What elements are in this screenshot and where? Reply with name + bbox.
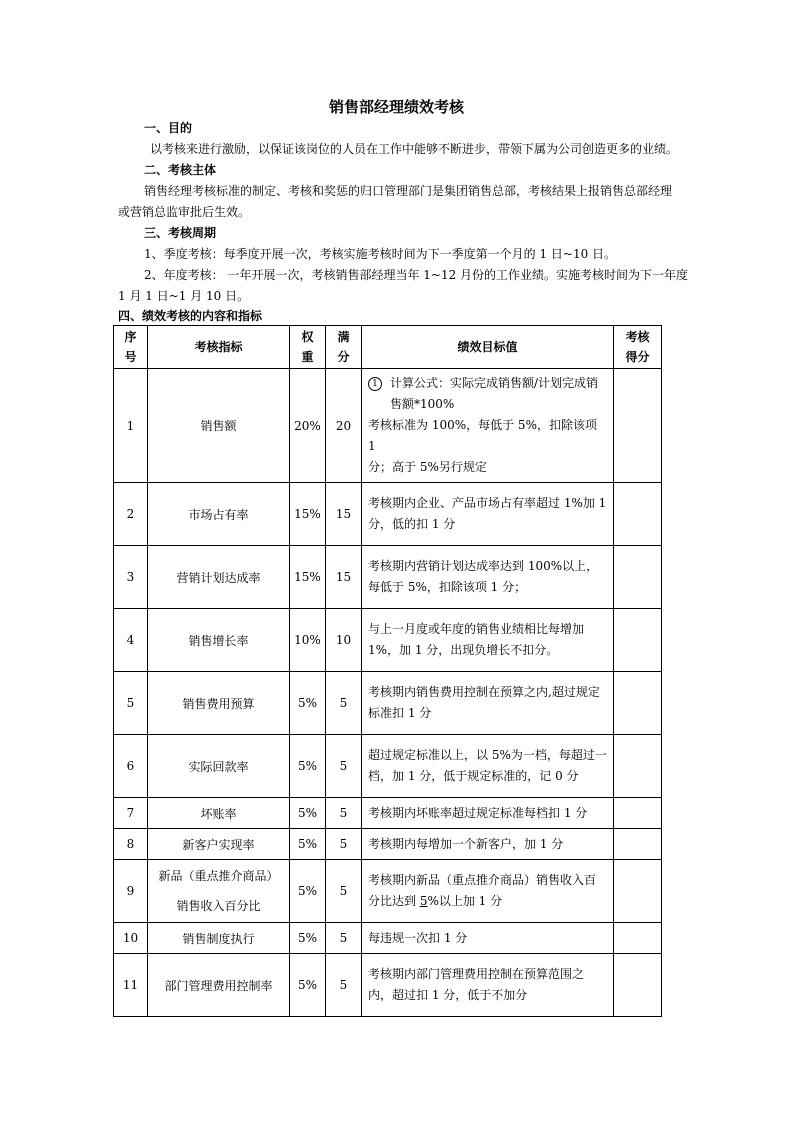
- row-full: 5: [326, 735, 362, 798]
- row-score: [614, 546, 662, 609]
- table-header-row: [114, 326, 662, 369]
- row-weight: 5%: [290, 798, 326, 829]
- cycle-quarterly: 1、季度考核：每季度开展一次，考核实施考核时间为下一季度第一个月的 1 日~10 日。: [144, 247, 617, 261]
- row-no: 7: [114, 798, 148, 829]
- row-score: [614, 923, 662, 954]
- row-target: 1 计算公式：实际完成销售额/计划完成销 售额*100% 考核标准为 100%，每低于 5%，扣除该项 1 分；高于 5%另行规定: [362, 369, 614, 483]
- row-score: [614, 735, 662, 798]
- section-heading-cycle: 三、考核周期: [144, 226, 217, 240]
- row-no: 9: [114, 860, 148, 923]
- row-target: 每违规一次扣 1 分: [362, 923, 614, 954]
- row-no: 2: [114, 483, 148, 546]
- row-full: 5: [326, 798, 362, 829]
- row-weight: 5%: [290, 735, 326, 798]
- row-full: 10: [326, 609, 362, 672]
- row-no: 6: [114, 735, 148, 798]
- row-indicator: 营销计划达成率: [148, 546, 290, 609]
- row-indicator: 销售额: [148, 369, 290, 483]
- section-heading-content: 四、绩效考核的内容和指标: [118, 309, 263, 323]
- row-no: 11: [114, 954, 148, 1017]
- row-indicator: 销售增长率: [148, 609, 290, 672]
- row-target: 考核期内部门管理费用控制在预算范围之内，超过扣 1 分，低于不加分: [362, 954, 614, 1017]
- row-score: [614, 672, 662, 735]
- row-target: 考核期内每增加一个新客户，加 1 分: [362, 829, 614, 860]
- row-indicator: 实际回款率: [148, 735, 290, 798]
- row-no: 4: [114, 609, 148, 672]
- row-full: 5: [326, 672, 362, 735]
- row-indicator: 新客户实现率: [148, 829, 290, 860]
- row-score: [614, 369, 662, 483]
- row-weight: 5%: [290, 923, 326, 954]
- row-weight: 15%: [290, 546, 326, 609]
- row-indicator: 坏账率: [148, 798, 290, 829]
- row-score: [614, 860, 662, 923]
- row-indicator: 新品（重点推介商品） 销售收入百分比: [148, 860, 290, 923]
- row-no: 8: [114, 829, 148, 860]
- row-target: 超过规定标准以上，以 5%为一档，每超过一档，加 1 分，低于规定标准的，记 0 分: [362, 735, 614, 798]
- row-target: 考核期内销售费用控制在预算之内,超过规定标准扣 1 分: [362, 672, 614, 735]
- header-score: 考核 得分: [614, 326, 662, 369]
- section-heading-purpose: 一、目的: [144, 121, 193, 135]
- row-weight: 20%: [290, 369, 326, 483]
- table-row: [114, 735, 662, 798]
- row-weight: 15%: [290, 483, 326, 546]
- header-target: 绩效目标值: [362, 326, 614, 369]
- row-full: 5: [326, 829, 362, 860]
- table-row: [114, 369, 662, 483]
- row-target: 考核期内坏账率超过规定标准每档扣 1 分: [362, 798, 614, 829]
- row-no: 5: [114, 672, 148, 735]
- table-row: [114, 609, 662, 672]
- cycle-annual-line-1: 2、年度考核： 一年开展一次，考核销售部经理当年 1~12 月份的工作业绩。实施考核时间为下一年度: [144, 268, 689, 282]
- row-score: [614, 609, 662, 672]
- table-row: [114, 860, 662, 923]
- row-weight: 5%: [290, 829, 326, 860]
- row-score: [614, 798, 662, 829]
- row-weight: 5%: [290, 860, 326, 923]
- table-row: [114, 798, 662, 829]
- subject-text-line-2: 或营销总监审批后生效。: [118, 205, 251, 219]
- header-full-score: 满 分: [326, 326, 362, 369]
- table-row: [114, 483, 662, 546]
- table-row: [114, 923, 662, 954]
- row-full: 5: [326, 954, 362, 1017]
- page-title: 销售部经理绩效考核: [328, 98, 464, 116]
- row-weight: 5%: [290, 954, 326, 1017]
- row-indicator: 销售费用预算: [148, 672, 290, 735]
- header-seq: 序 号: [114, 326, 148, 369]
- row-no: 3: [114, 546, 148, 609]
- row-indicator: 销售制度执行: [148, 923, 290, 954]
- section-heading-subject: 二、考核主体: [144, 163, 217, 177]
- row-score: [614, 483, 662, 546]
- row-score: [614, 829, 662, 860]
- table-row: [114, 546, 662, 609]
- row-weight: 10%: [290, 609, 326, 672]
- table-row: [114, 954, 662, 1017]
- header-indicator: 考核指标: [148, 326, 290, 369]
- row-indicator: 市场占有率: [148, 483, 290, 546]
- header-weight: 权 重: [290, 326, 326, 369]
- row-full: 5: [326, 860, 362, 923]
- row-full: 15: [326, 546, 362, 609]
- row-full: 20: [326, 369, 362, 483]
- row-target: 考核期内企业、产品市场占有率超过 1%加 1 分，低的扣 1 分: [362, 483, 614, 546]
- table-row: [114, 829, 662, 860]
- row-no: 1: [114, 369, 148, 483]
- subject-text-line-1: 销售经理考核标准的制定、考核和奖惩的归口管理部门是集团销售总部，考核结果上报销售总部经理: [144, 184, 673, 198]
- row-no: 10: [114, 923, 148, 954]
- row-score: [614, 954, 662, 1017]
- row-target: 与上一月度或年度的销售业绩相比每增加 1%，加 1 分，出现负增长不扣分。: [362, 609, 614, 672]
- row-indicator: 部门管理费用控制率: [148, 954, 290, 1017]
- table-row: [114, 672, 662, 735]
- cycle-annual-line-2: 1 月 1 日~1 月 10 日。: [118, 289, 250, 303]
- row-target: 考核期内营销计划达成率达到 100%以上，每低于 5%，扣除该项 1 分；: [362, 546, 614, 609]
- kpi-table: [113, 325, 662, 1017]
- row-full: 15: [326, 483, 362, 546]
- purpose-text: 以考核来进行激励，以保证该岗位的人员在工作中能够不断进步，带领下属为公司创造更多的业绩。: [150, 142, 679, 156]
- row-weight: 5%: [290, 672, 326, 735]
- row-target: 考核期内新品（重点推介商品）销售收入百分比达到 5%以上加 1 分: [362, 860, 614, 923]
- circled-number-1: 1: [368, 377, 382, 391]
- row-full: 5: [326, 923, 362, 954]
